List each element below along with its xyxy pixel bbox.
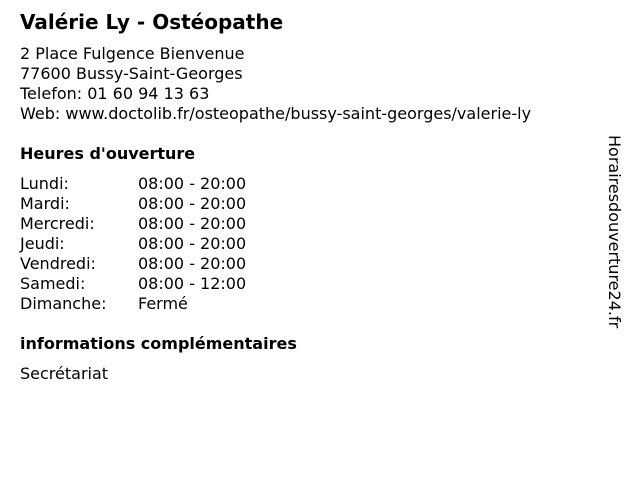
time-range: Fermé (138, 294, 188, 313)
day-label: Mardi: (20, 194, 70, 213)
hours-row-saturday (20, 274, 246, 294)
day-label: Mercredi: (20, 214, 95, 233)
additional-info-text: Secrétariat (20, 364, 109, 383)
time-range: 08:00 - 12:00 (138, 274, 247, 293)
hours-row-sunday (20, 294, 246, 314)
hours-row-friday (20, 254, 246, 274)
day-label: Samedi: (20, 274, 86, 293)
time-range: 08:00 - 20:00 (138, 234, 247, 253)
time-range: 08:00 - 20:00 (138, 194, 247, 213)
day-label: Lundi: (20, 174, 69, 193)
hours-row-tuesday (20, 194, 246, 214)
additional-info-heading: informations complémentaires (20, 334, 297, 353)
time-range: 08:00 - 20:00 (138, 174, 247, 193)
day-label: Jeudi: (20, 234, 65, 253)
address-line-city: 77600 Bussy-Saint-Georges (20, 64, 243, 83)
phone-line: Telefon: 01 60 94 13 63 (20, 84, 210, 103)
opening-hours-table (20, 174, 246, 314)
day-label: Dimanche: (20, 294, 107, 313)
page-title: Valérie Ly - Ostéopathe (20, 10, 284, 34)
contact-block (20, 44, 531, 124)
site-watermark: Horairesdouverture24.fr (605, 135, 624, 329)
website-line: Web: www.doctolib.fr/osteopathe/bussy-saint-georges/valerie-ly (20, 104, 532, 123)
day-label: Vendredi: (20, 254, 96, 273)
time-range: 08:00 - 20:00 (138, 214, 247, 233)
opening-hours-heading: Heures d'ouverture (20, 144, 196, 163)
hours-row-wednesday (20, 214, 246, 234)
hours-row-monday (20, 174, 246, 194)
time-range: 08:00 - 20:00 (138, 254, 247, 273)
hours-row-thursday (20, 234, 246, 254)
address-line-street: 2 Place Fulgence Bienvenue (20, 44, 245, 63)
